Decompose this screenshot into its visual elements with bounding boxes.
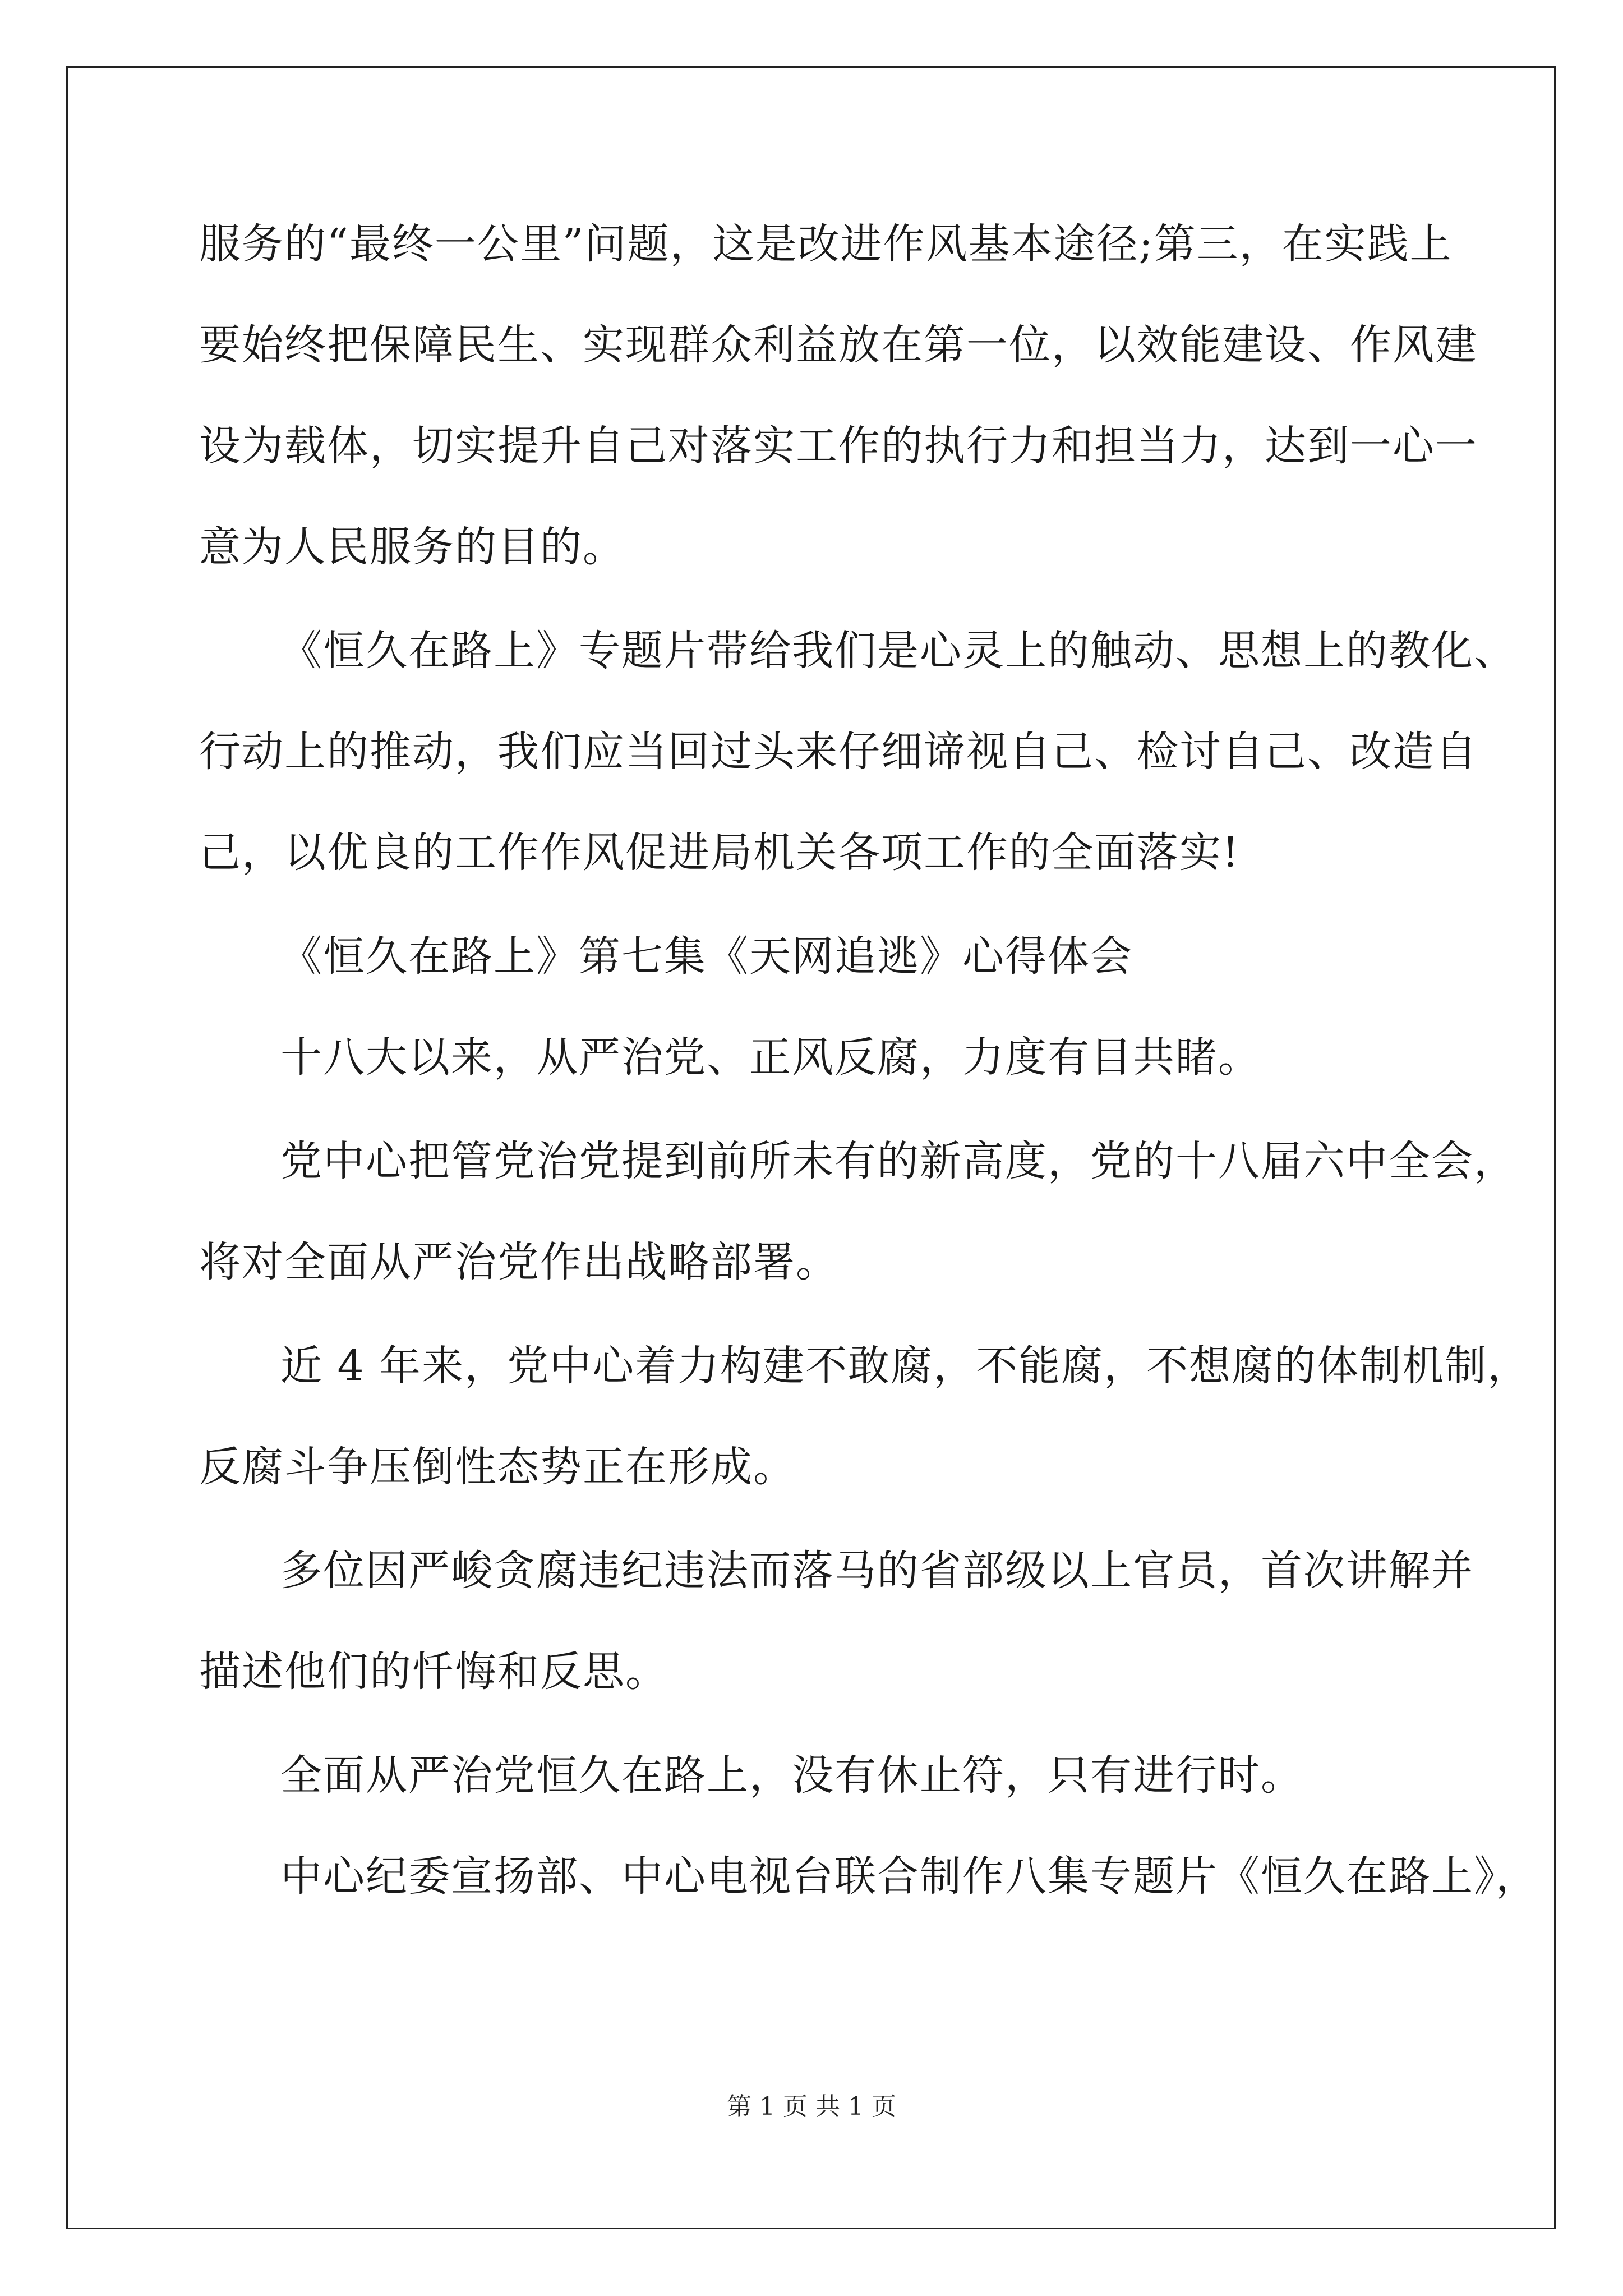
text-line-14: 多位因严峻贪腐违纪违法而落马的省部级以上官员，首次讲解并 xyxy=(280,1547,1474,1595)
text-line-7: 己，以优良的工作作风促进局机关各项工作的全面落实! xyxy=(199,829,1240,877)
text-line-1: 服务的“最终一公里”问题，这是改进作风基本途径;第三，在实践上 xyxy=(199,220,1453,268)
section-heading: 《恒久在路上》第七集《天网追逃》心得体会 xyxy=(280,932,1133,981)
text-line-2: 要始终把保障民生、实现群众利益放在第一位，以效能建设、作风建 xyxy=(199,321,1478,369)
text-line-17: 中心纪委宣扬部、中心电视台联合制作八集专题片《恒久在路上》， xyxy=(280,1852,1538,1901)
text-line-5: 《恒久在路上》专题片带给我们是心灵上的触动、思想上的教化、 xyxy=(280,627,1516,675)
text-line-3: 设为载体，切实提升自己对落实工作的执行力和担当力，达到一心一 xyxy=(199,422,1478,470)
text-line-4: 意为人民服务的目的。 xyxy=(199,523,625,571)
text-line-6: 行动上的推动，我们应当回过头来仔细谛视自己、检讨自己、改造自 xyxy=(199,728,1478,776)
text-line-11: 将对全面从严治党作出战略部署。 xyxy=(199,1238,838,1286)
text-line-12: 近 4 年来，党中心着力构建不敢腐，不能腐，不想腐的体制机制， xyxy=(280,1342,1530,1390)
text-line-15: 描述他们的忏悔和反思。 xyxy=(199,1648,668,1696)
text-line-10: 党中心把管党治党提到前所未有的新高度，党的十八届六中全会， xyxy=(280,1137,1516,1185)
text-line-16: 全面从严治党恒久在路上，没有休止符，只有进行时。 xyxy=(280,1751,1303,1800)
text-line-13: 反腐斗争压倒性态势正在形成。 xyxy=(199,1443,796,1491)
page-footer: 第 1 页 共 1 页 xyxy=(727,2092,896,2121)
text-line-9: 十八大以来，从严治党、正风反腐，力度有目共睹。 xyxy=(280,1033,1261,1082)
